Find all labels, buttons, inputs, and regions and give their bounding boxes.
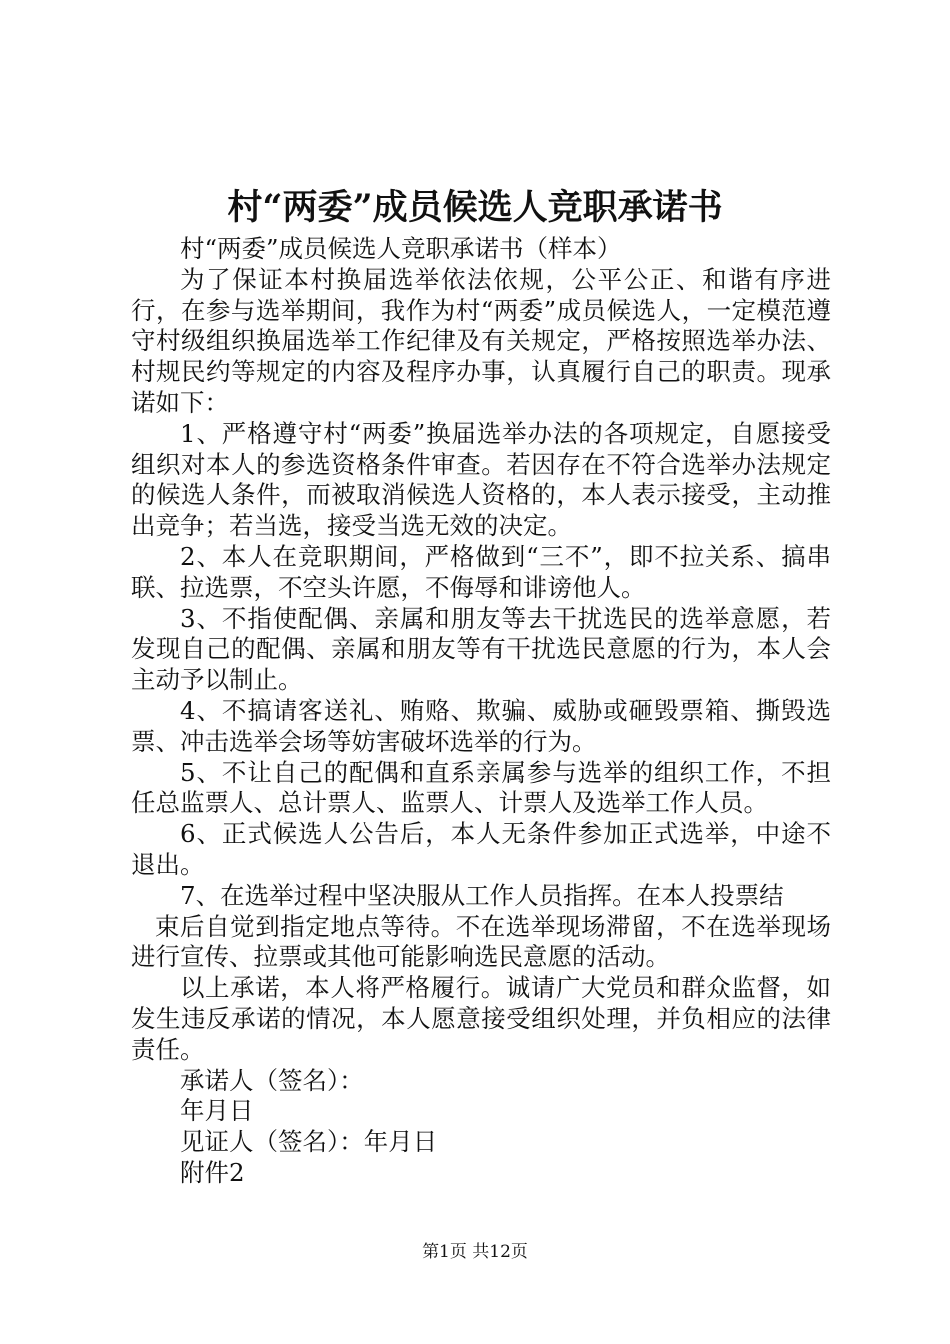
promisor-date-line: 年月日 bbox=[180, 1096, 254, 1126]
closing-paragraph: 以上承诺，本人将严格履行。诚请广大党员和群众监督，如发生违反承诺的情况，本人愿意接受组织处理，并负相应的法律责任。 bbox=[131, 973, 831, 1064]
witness-signature-line: 见证人（签名）：年月日 bbox=[180, 1127, 438, 1157]
document-subtitle: 村“两委”成员候选人竞职承诺书（样本） bbox=[180, 234, 622, 263]
promise-item-4: 4、不搞请客送礼、贿赂、欺骗、威胁或砸毁票箱、撕毁选票、冲击选举会场等妨害破坏选举的行为。 bbox=[131, 695, 831, 756]
attachment-label: 附件2 bbox=[180, 1157, 245, 1187]
promise-item-3: 3、不指使配偶、亲属和朋友等去干扰选民的选举意愿，若发现自己的配偶、亲属和朋友等有干扰选民意愿的行为，本人会主动予以制止。 bbox=[131, 603, 831, 695]
promisor-signature-line: 承诺人（签名）： bbox=[180, 1065, 364, 1095]
page-number-footer: 第1页 共12页 bbox=[422, 1242, 528, 1262]
document-body bbox=[131, 234, 831, 1189]
promise-item-7-continued: 束后自觉到指定地点等待。不在选举现场滞留，不在选举现场进行宣传、拉票或其他可能影响选民意愿的活动。 bbox=[131, 911, 831, 972]
document-title: 村“两委”成员候选人竞职承诺书 bbox=[227, 187, 723, 228]
promise-item-5: 5、不让自己的配偶和直系亲属参与选举的组织工作，不担任总监票人、总计票人、监票人、计票人及选举工作人员。 bbox=[131, 757, 831, 818]
promise-item-6: 6、正式候选人公告后，本人无条件参加正式选举，中途不退出。 bbox=[131, 819, 831, 879]
promise-item-2: 2、本人在竞职期间，严格做到“三不”，即不拉关系、搞串联、拉选票，不空头许愿，不侮辱和诽谤他人。 bbox=[131, 541, 831, 602]
promise-item-7: 7、在选举过程中坚决服从工作人员指挥。在本人投票结 bbox=[180, 880, 784, 910]
intro-paragraph: 为了保证本村换届选举依法依规，公平公正、和谐有序进行，在参与选举期间，我作为村“两委”成员候选人，一定模范遵守村级组织换届选举工作纪律及有关规定，严格按照选举办法、村规民约等规定的内容及程序办事，认真履行自己的职责。现承诺如下： bbox=[131, 264, 831, 417]
promise-item-1: 1、严格遵守村“两委”换届选举办法的各项规定，自愿接受组织对本人的参选资格条件审查。若因存在不符合选举办法规定的候选人条件，而被取消候选人资格的，本人表示接受，主动推出竞争；若当选，接受当选无效的决定。 bbox=[131, 418, 831, 541]
